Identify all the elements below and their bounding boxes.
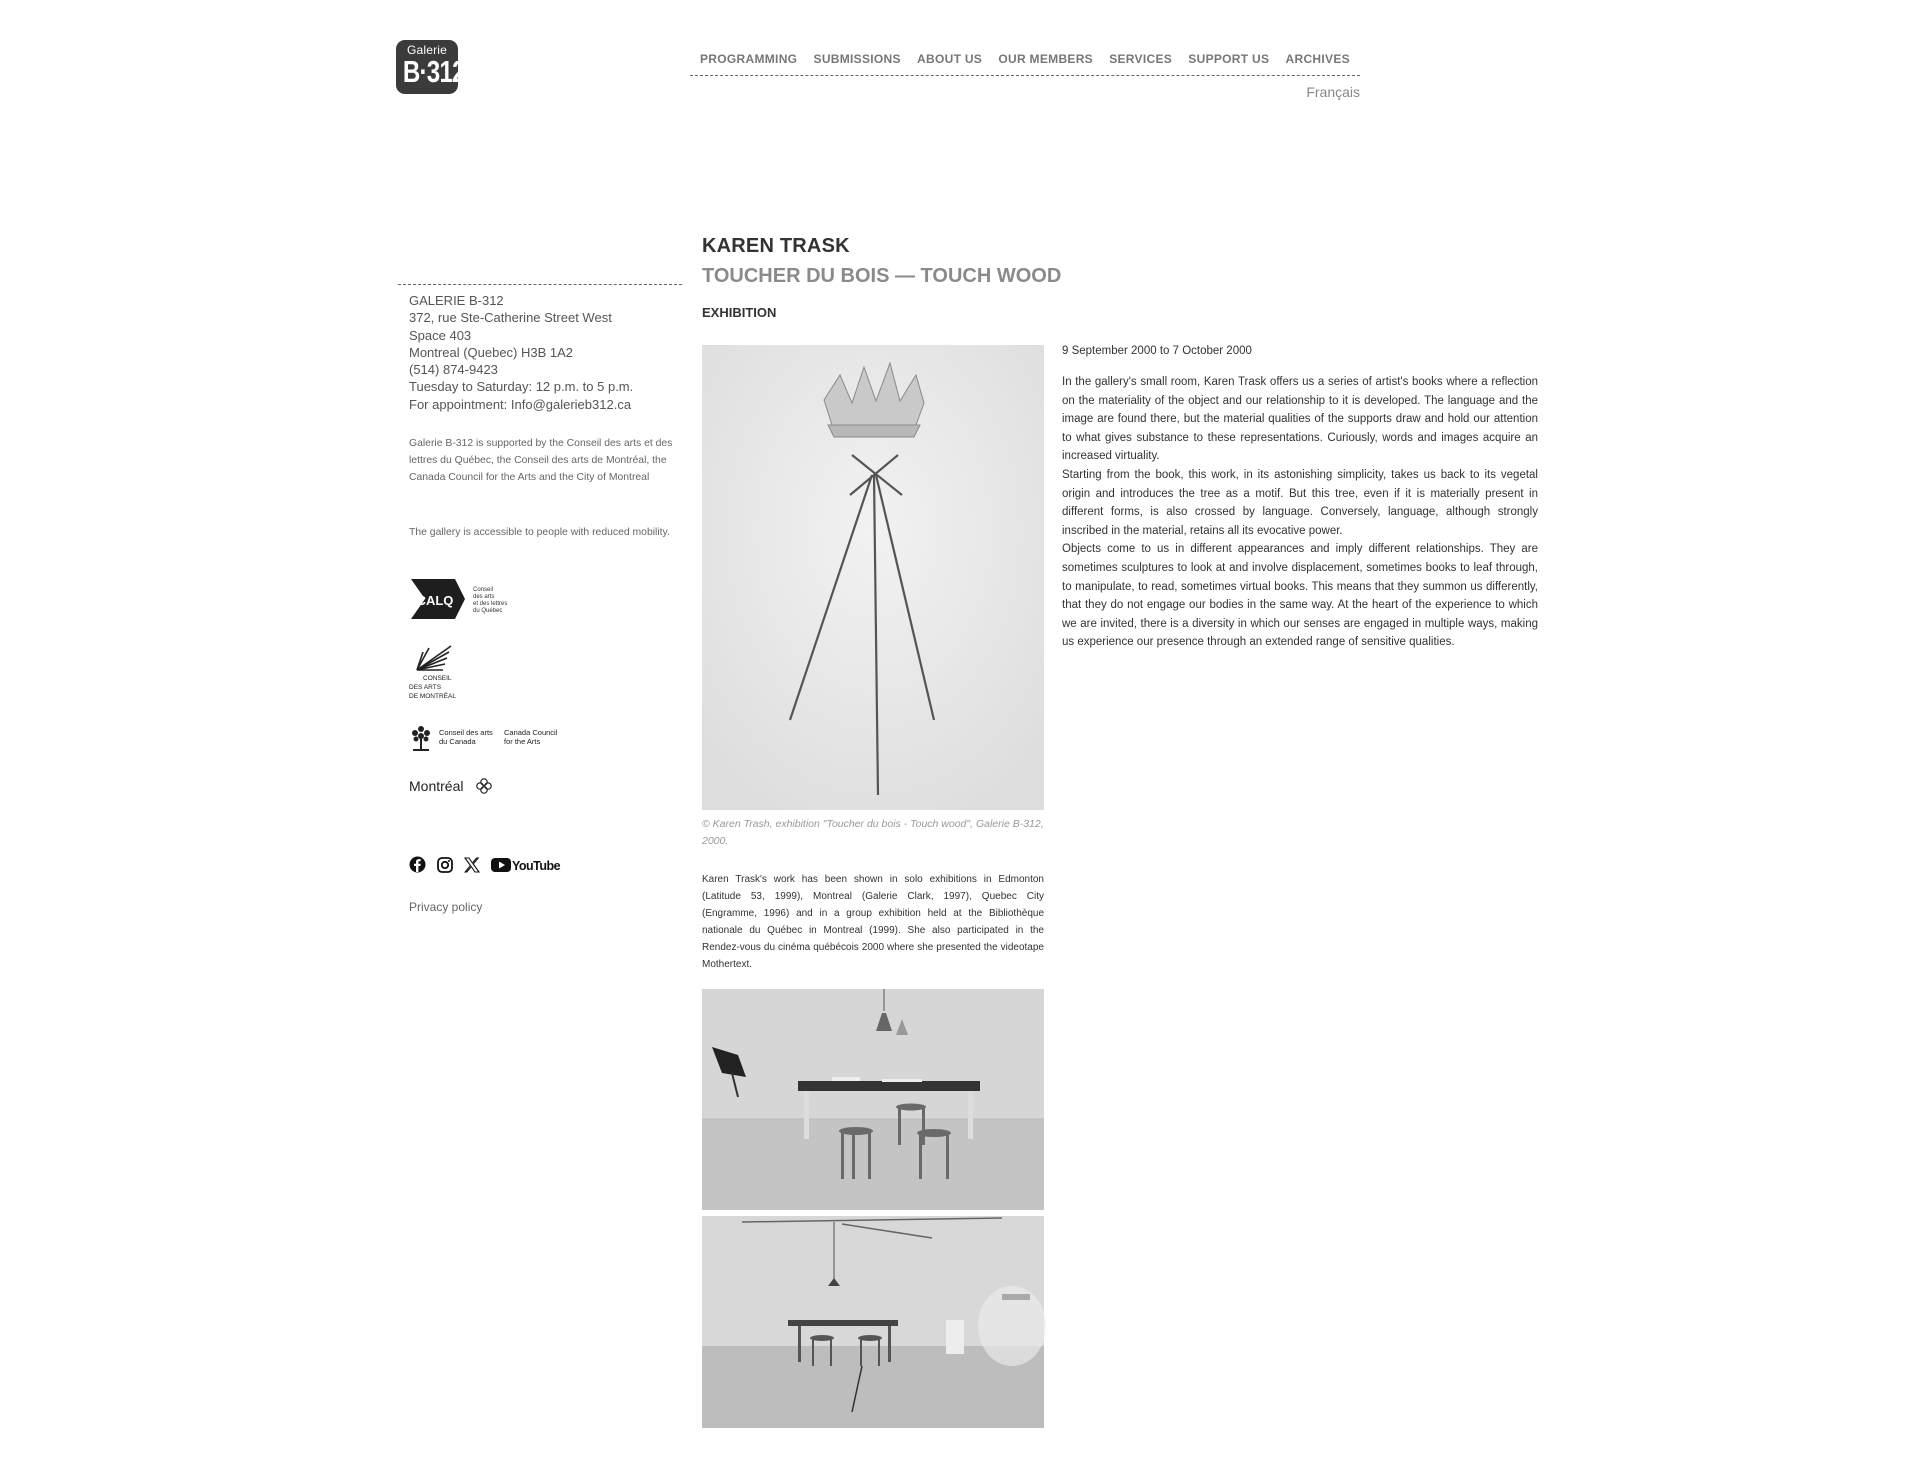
artwork-photo-table[interactable] bbox=[702, 989, 1044, 1210]
youtube-wordmark: YouTube bbox=[512, 858, 561, 873]
address-line: 372, rue Ste-Catherine Street West bbox=[409, 310, 612, 326]
nav-item-submissions[interactable]: SUBMISSIONS bbox=[813, 52, 901, 66]
description-paragraph: Objects come to us in different appearances and imply different relationships. They are sometimes sculptures to look at and involve displacement, sometimes books to leaf through, to manipulate, to read, sometimes virtual books. This means that they summon us differently, that they do not engage our bodies in the same way. At the heart of the experience to which we are invited, there is a diversity in which our senses are engaged in multiple ways, making us experience our presence through an extended range of sensitive qualities. bbox=[1062, 543, 1538, 649]
logo-line-2: B·312 bbox=[402, 54, 465, 89]
nav-item-services[interactable]: SERVICES bbox=[1109, 52, 1173, 66]
exhibition-title: TOUCHER DU BOIS — TOUCH WOOD bbox=[702, 265, 1062, 287]
instagram-icon[interactable] bbox=[437, 857, 453, 878]
nav-item-about-us[interactable]: ABOUT US bbox=[917, 52, 983, 66]
main-nav bbox=[690, 52, 1360, 76]
logo-line-1: Galerie bbox=[406, 43, 448, 57]
gallery-address bbox=[409, 292, 679, 413]
description-paragraph: Starting from the book, this work, in its astonishing simplicity, takes us back to its vegetal origin and introduces the tree as a motif. But this tree, even if it is materially present in different forms, is also crossed by language. Conversely, language, although strongly inscribed in the material, retains all its evocative power. bbox=[1062, 468, 1538, 537]
artwork-photo-gallery-room[interactable] bbox=[702, 1216, 1044, 1428]
galerie-logo[interactable] bbox=[396, 40, 465, 94]
privacy-policy-link[interactable]: Privacy policy bbox=[409, 900, 483, 914]
description-paragraph: In the gallery's small room, Karen Trask offers us a series of artist's books where a reflection on the materiality of the object and our relationship to it is developed. The language and the image are found there, but the material qualities of the supports draw and hold our attention to what gives substance to these representations. Curiously, words and images acquire an increased virtuality. bbox=[1062, 376, 1538, 463]
cam-text: CONSEIL bbox=[423, 675, 452, 682]
address-line: GALERIE B-312 bbox=[409, 293, 504, 308]
address-line: Montreal (Quebec) H3B 1A2 bbox=[409, 344, 574, 360]
address-appointment: For appointment: Info@galerieb312.ca bbox=[409, 396, 632, 412]
address-line: Space 403 bbox=[409, 327, 472, 343]
x-icon[interactable] bbox=[464, 857, 480, 878]
canada-council-logo[interactable] bbox=[409, 724, 569, 754]
calq-text: du Québec bbox=[473, 608, 503, 614]
photo-caption: © Karen Trash, exhibition "Toucher du bois - Touch wood", Galerie B-312, 2000. bbox=[702, 818, 1044, 847]
artist-bio: Karen Trask's work has been shown in solo exhibitions in Edmonton (Latitude 53, 1999), Montreal (Galerie Clark, 1997), Quebec City (Engramme, 1996) and in a group exhibition held at the Bibliothèque nationale du Québec in Montreal (1999). She also participated in the Rendez-vous du cinéma québécois 2000 where she presented the videotape Mothertext. bbox=[702, 874, 1044, 970]
artwork-photo-sculpture[interactable] bbox=[702, 345, 1044, 810]
exhibition-description bbox=[1062, 373, 1538, 652]
sidebar-divider bbox=[398, 284, 682, 285]
nav-item-our-members[interactable]: OUR MEMBERS bbox=[998, 52, 1093, 66]
funding-statement: Galerie B-312 is supported by the Conseil des arts et des lettres du Québec, the Conseil des arts de Montréal, the Canada Council for the Arts and the City of Montreal bbox=[409, 438, 673, 483]
address-hours: Tuesday to Saturday: 12 p.m. to 5 p.m. bbox=[409, 379, 634, 395]
exhibition-label: EXHIBITION bbox=[702, 305, 777, 320]
exhibition-dates: 9 September 2000 to 7 October 2000 bbox=[1062, 345, 1252, 357]
cac-text: for the Arts bbox=[504, 737, 541, 746]
cam-logo[interactable] bbox=[409, 644, 469, 702]
nav-item-support-us[interactable]: SUPPORT US bbox=[1188, 52, 1270, 66]
nav-item-programming[interactable]: PROGRAMMING bbox=[700, 52, 798, 66]
address-phone: (514) 874-9423 bbox=[409, 362, 498, 378]
cam-text: DES ARTS bbox=[409, 684, 442, 691]
montreal-text: Montréal bbox=[409, 778, 464, 794]
facebook-icon[interactable] bbox=[409, 856, 426, 878]
social-links bbox=[409, 856, 579, 878]
artist-name: KAREN TRASK bbox=[702, 235, 850, 257]
nav-item-archives[interactable]: ARCHIVES bbox=[1285, 52, 1350, 66]
youtube-icon[interactable] bbox=[491, 856, 561, 879]
cam-text: DE MONTRÉAL bbox=[409, 693, 456, 700]
calq-text: Conseil bbox=[473, 587, 494, 593]
cac-text: Canada Council bbox=[504, 728, 558, 737]
cac-text: du Canada bbox=[439, 737, 476, 746]
calq-mark: CALQ bbox=[416, 593, 454, 608]
accessibility-statement: The gallery is accessible to people with reduced mobility. bbox=[409, 527, 670, 538]
montreal-logo[interactable] bbox=[409, 775, 499, 797]
cac-text: Conseil des arts bbox=[439, 728, 493, 737]
calq-logo[interactable] bbox=[409, 577, 519, 621]
language-link[interactable]: Français bbox=[1306, 84, 1360, 100]
calq-text: des arts bbox=[473, 594, 495, 600]
calq-text: et des lettres bbox=[473, 601, 508, 607]
